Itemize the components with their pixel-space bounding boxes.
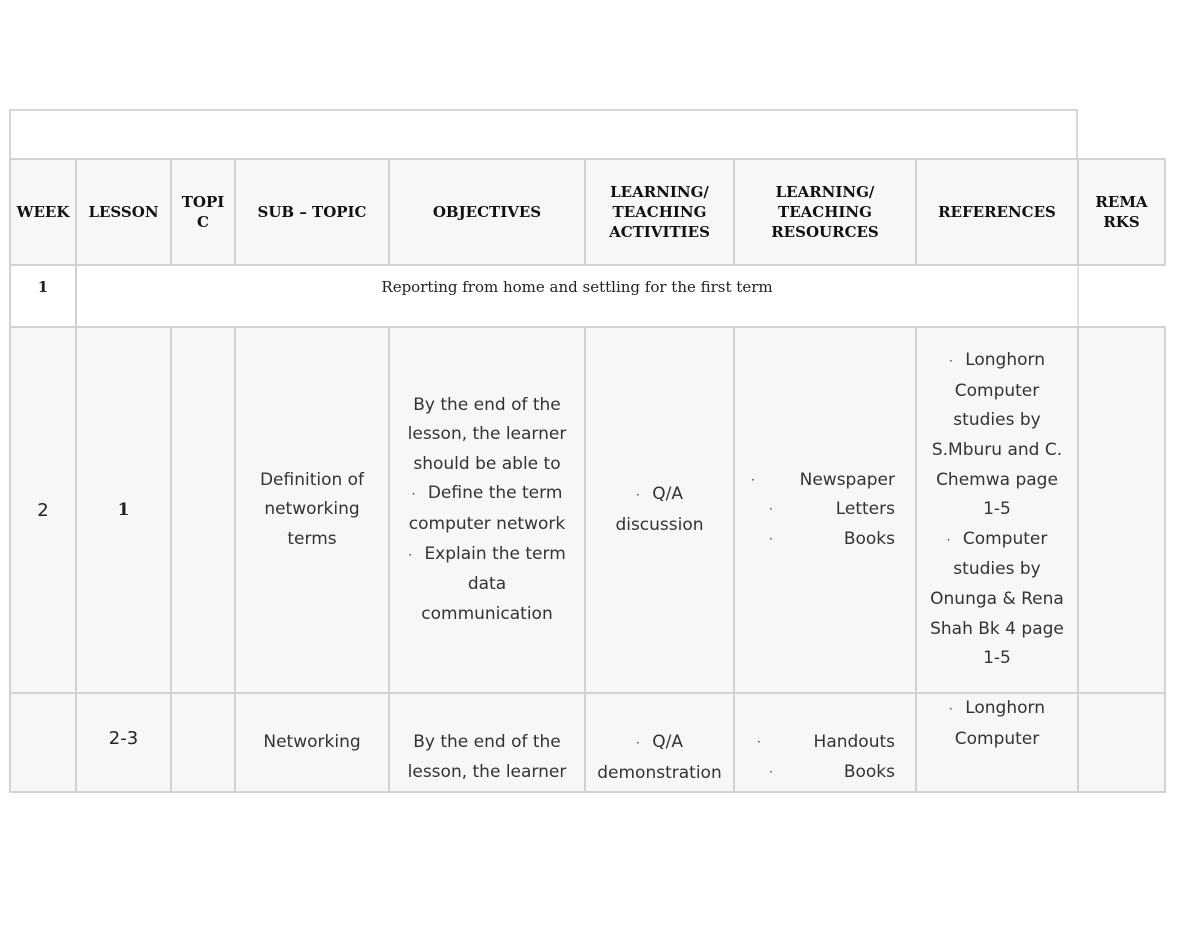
subtopic-cell: Networking — [235, 693, 389, 792]
header-topic: TOPIC — [171, 159, 235, 265]
resource-item: · Books — [769, 761, 895, 782]
reference-item: · Longhorn Computer — [949, 698, 1045, 749]
subtopic-cell: Definition of networking terms — [235, 327, 389, 693]
week-cell: 2 — [10, 327, 76, 693]
lesson-cell: 2-3 — [76, 693, 171, 792]
topic-cell — [171, 693, 235, 792]
header-activities: LEARNING/ TEACHING ACTIVITIES — [585, 159, 734, 265]
activities-cell — [585, 693, 734, 792]
resource-item: · Books — [769, 528, 895, 549]
resources-cell — [734, 327, 916, 693]
objectives-cell — [389, 327, 585, 693]
activity-item: · Q/A demonstration — [597, 732, 722, 783]
scheme-of-work-table — [9, 158, 1166, 793]
objectives-intro: By the end of the lesson, the learner — [407, 732, 567, 782]
table-row — [10, 693, 1165, 792]
lesson-cell: 1 — [76, 327, 171, 693]
header-resources: LEARNING/ TEACHING RESOURCES — [734, 159, 916, 265]
header-lesson: LESSON — [76, 159, 171, 265]
week1-row — [10, 265, 1165, 327]
week1-number: 1 — [10, 265, 76, 327]
resources-cell — [734, 693, 916, 792]
topic-cell — [171, 327, 235, 693]
week1-description: Reporting from home and settling for the first term — [76, 265, 1078, 327]
activities-cell — [585, 327, 734, 693]
objectives-intro: By the end of the lesson, the learner should be able to — [407, 394, 567, 474]
header-subtopic: SUB – TOPIC — [235, 159, 389, 265]
objective-item: · Define the term computer network — [408, 483, 566, 534]
reference-item: · Longhorn Computer studies by S.Mburu and C. Chemwa page 1-5 — [931, 350, 1063, 520]
header-objectives: OBJECTIVES — [389, 159, 585, 265]
references-cell — [916, 327, 1078, 693]
header-references: REFERENCES — [916, 159, 1078, 265]
header-row — [10, 159, 1165, 265]
references-cell — [916, 693, 1078, 792]
week1-remarks — [1078, 265, 1165, 327]
resource-item: · Handouts — [757, 732, 895, 752]
header-week: WEEK — [10, 159, 76, 265]
remarks-cell — [1078, 327, 1165, 693]
activity-item: · Q/A discussion — [615, 483, 704, 535]
week-cell — [10, 693, 76, 792]
resource-item: · Newspaper — [751, 469, 895, 490]
remarks-cell — [1078, 693, 1165, 792]
table-row — [10, 327, 1165, 693]
table-title-banner — [9, 109, 1078, 160]
objective-item: · Explain the term data communication — [408, 543, 566, 624]
header-remarks: REMARKS — [1078, 159, 1165, 265]
resource-item: · Letters — [769, 499, 895, 520]
reference-item: · Computer studies by Onunga & Rena Shah Bk 4 page 1-5 — [930, 528, 1064, 669]
objectives-cell — [389, 693, 585, 792]
